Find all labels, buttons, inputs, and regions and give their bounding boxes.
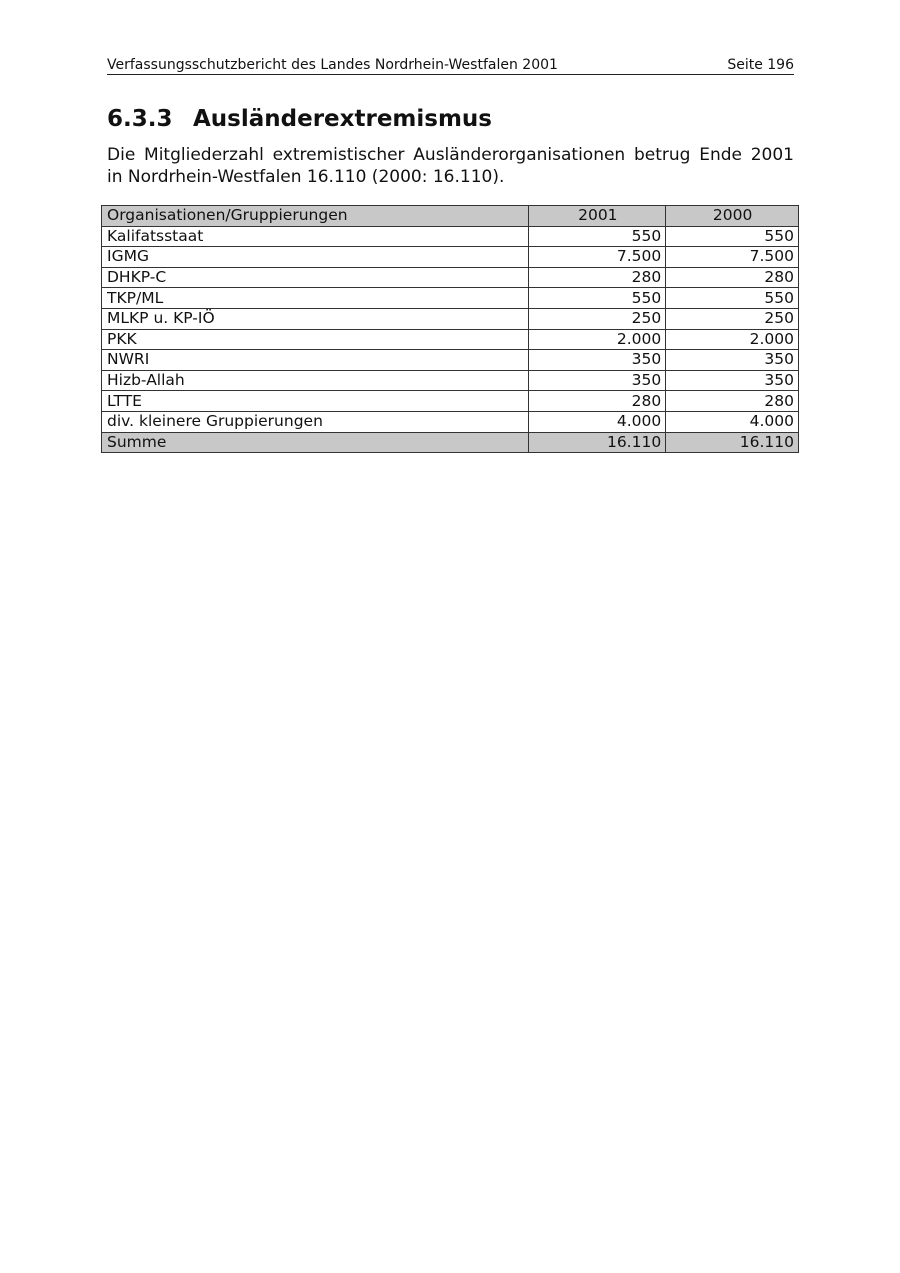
organisation-name: IGMG <box>102 247 529 268</box>
table-row <box>102 350 799 371</box>
organisation-name: TKP/ML <box>102 288 529 309</box>
organisation-name: Hizb-Allah <box>102 370 529 391</box>
value-2000: 350 <box>666 370 799 391</box>
value-2000: 350 <box>666 350 799 371</box>
value-2001: 280 <box>529 267 666 288</box>
section-title: Ausländerextremismus <box>193 106 492 132</box>
table-row <box>102 247 799 268</box>
page-header <box>107 52 794 75</box>
total-row <box>102 432 799 453</box>
value-2001: 250 <box>529 308 666 329</box>
section-number: 6.3.3 <box>107 106 173 132</box>
value-2000: 250 <box>666 308 799 329</box>
table-body <box>102 226 799 453</box>
value-2000: 280 <box>666 267 799 288</box>
value-2001: 280 <box>529 391 666 412</box>
value-2000: 7.500 <box>666 247 799 268</box>
table-row <box>102 308 799 329</box>
document-title: Verfassungsschutzbericht des Landes Nordrhein-Westfalen 2001 <box>107 57 558 73</box>
page-number: Seite 196 <box>727 57 794 73</box>
table-row <box>102 226 799 247</box>
table-row <box>102 391 799 412</box>
column-header-organisation: Organisationen/Gruppierungen <box>102 206 529 227</box>
organisation-name: div. kleinere Gruppierungen <box>102 411 529 432</box>
value-2001: 4.000 <box>529 411 666 432</box>
value-2001: 2.000 <box>529 329 666 350</box>
table-row <box>102 411 799 432</box>
value-2000: 4.000 <box>666 411 799 432</box>
value-2001: 7.500 <box>529 247 666 268</box>
value-2000: 2.000 <box>666 329 799 350</box>
organisation-name: NWRI <box>102 350 529 371</box>
value-2001: 550 <box>529 226 666 247</box>
value-2001: 350 <box>529 350 666 371</box>
value-2000: 550 <box>666 226 799 247</box>
column-header-2001: 2001 <box>529 206 666 227</box>
organisation-name: PKK <box>102 329 529 350</box>
table-row <box>102 288 799 309</box>
table-row <box>102 370 799 391</box>
table-header-row <box>102 206 799 227</box>
table-row <box>102 267 799 288</box>
organisation-name: Kalifatsstaat <box>102 226 529 247</box>
organisation-name: MLKP u. KP-IÖ <box>102 308 529 329</box>
intro-paragraph: Die Mitgliederzahl extremistischer Ausländerorganisationen betrug Ende 2001 in Nordrhein-Westfalen 16.110 (2000: 16.110). <box>107 145 794 187</box>
membership-table <box>101 205 799 453</box>
total-label: Summe <box>102 432 529 453</box>
value-2000: 280 <box>666 391 799 412</box>
section-heading <box>107 106 492 132</box>
total-2001: 16.110 <box>529 432 666 453</box>
value-2001: 550 <box>529 288 666 309</box>
organisation-name: DHKP-C <box>102 267 529 288</box>
column-header-2000: 2000 <box>666 206 799 227</box>
organisation-name: LTTE <box>102 391 529 412</box>
table-row <box>102 329 799 350</box>
total-2000: 16.110 <box>666 432 799 453</box>
value-2001: 350 <box>529 370 666 391</box>
value-2000: 550 <box>666 288 799 309</box>
